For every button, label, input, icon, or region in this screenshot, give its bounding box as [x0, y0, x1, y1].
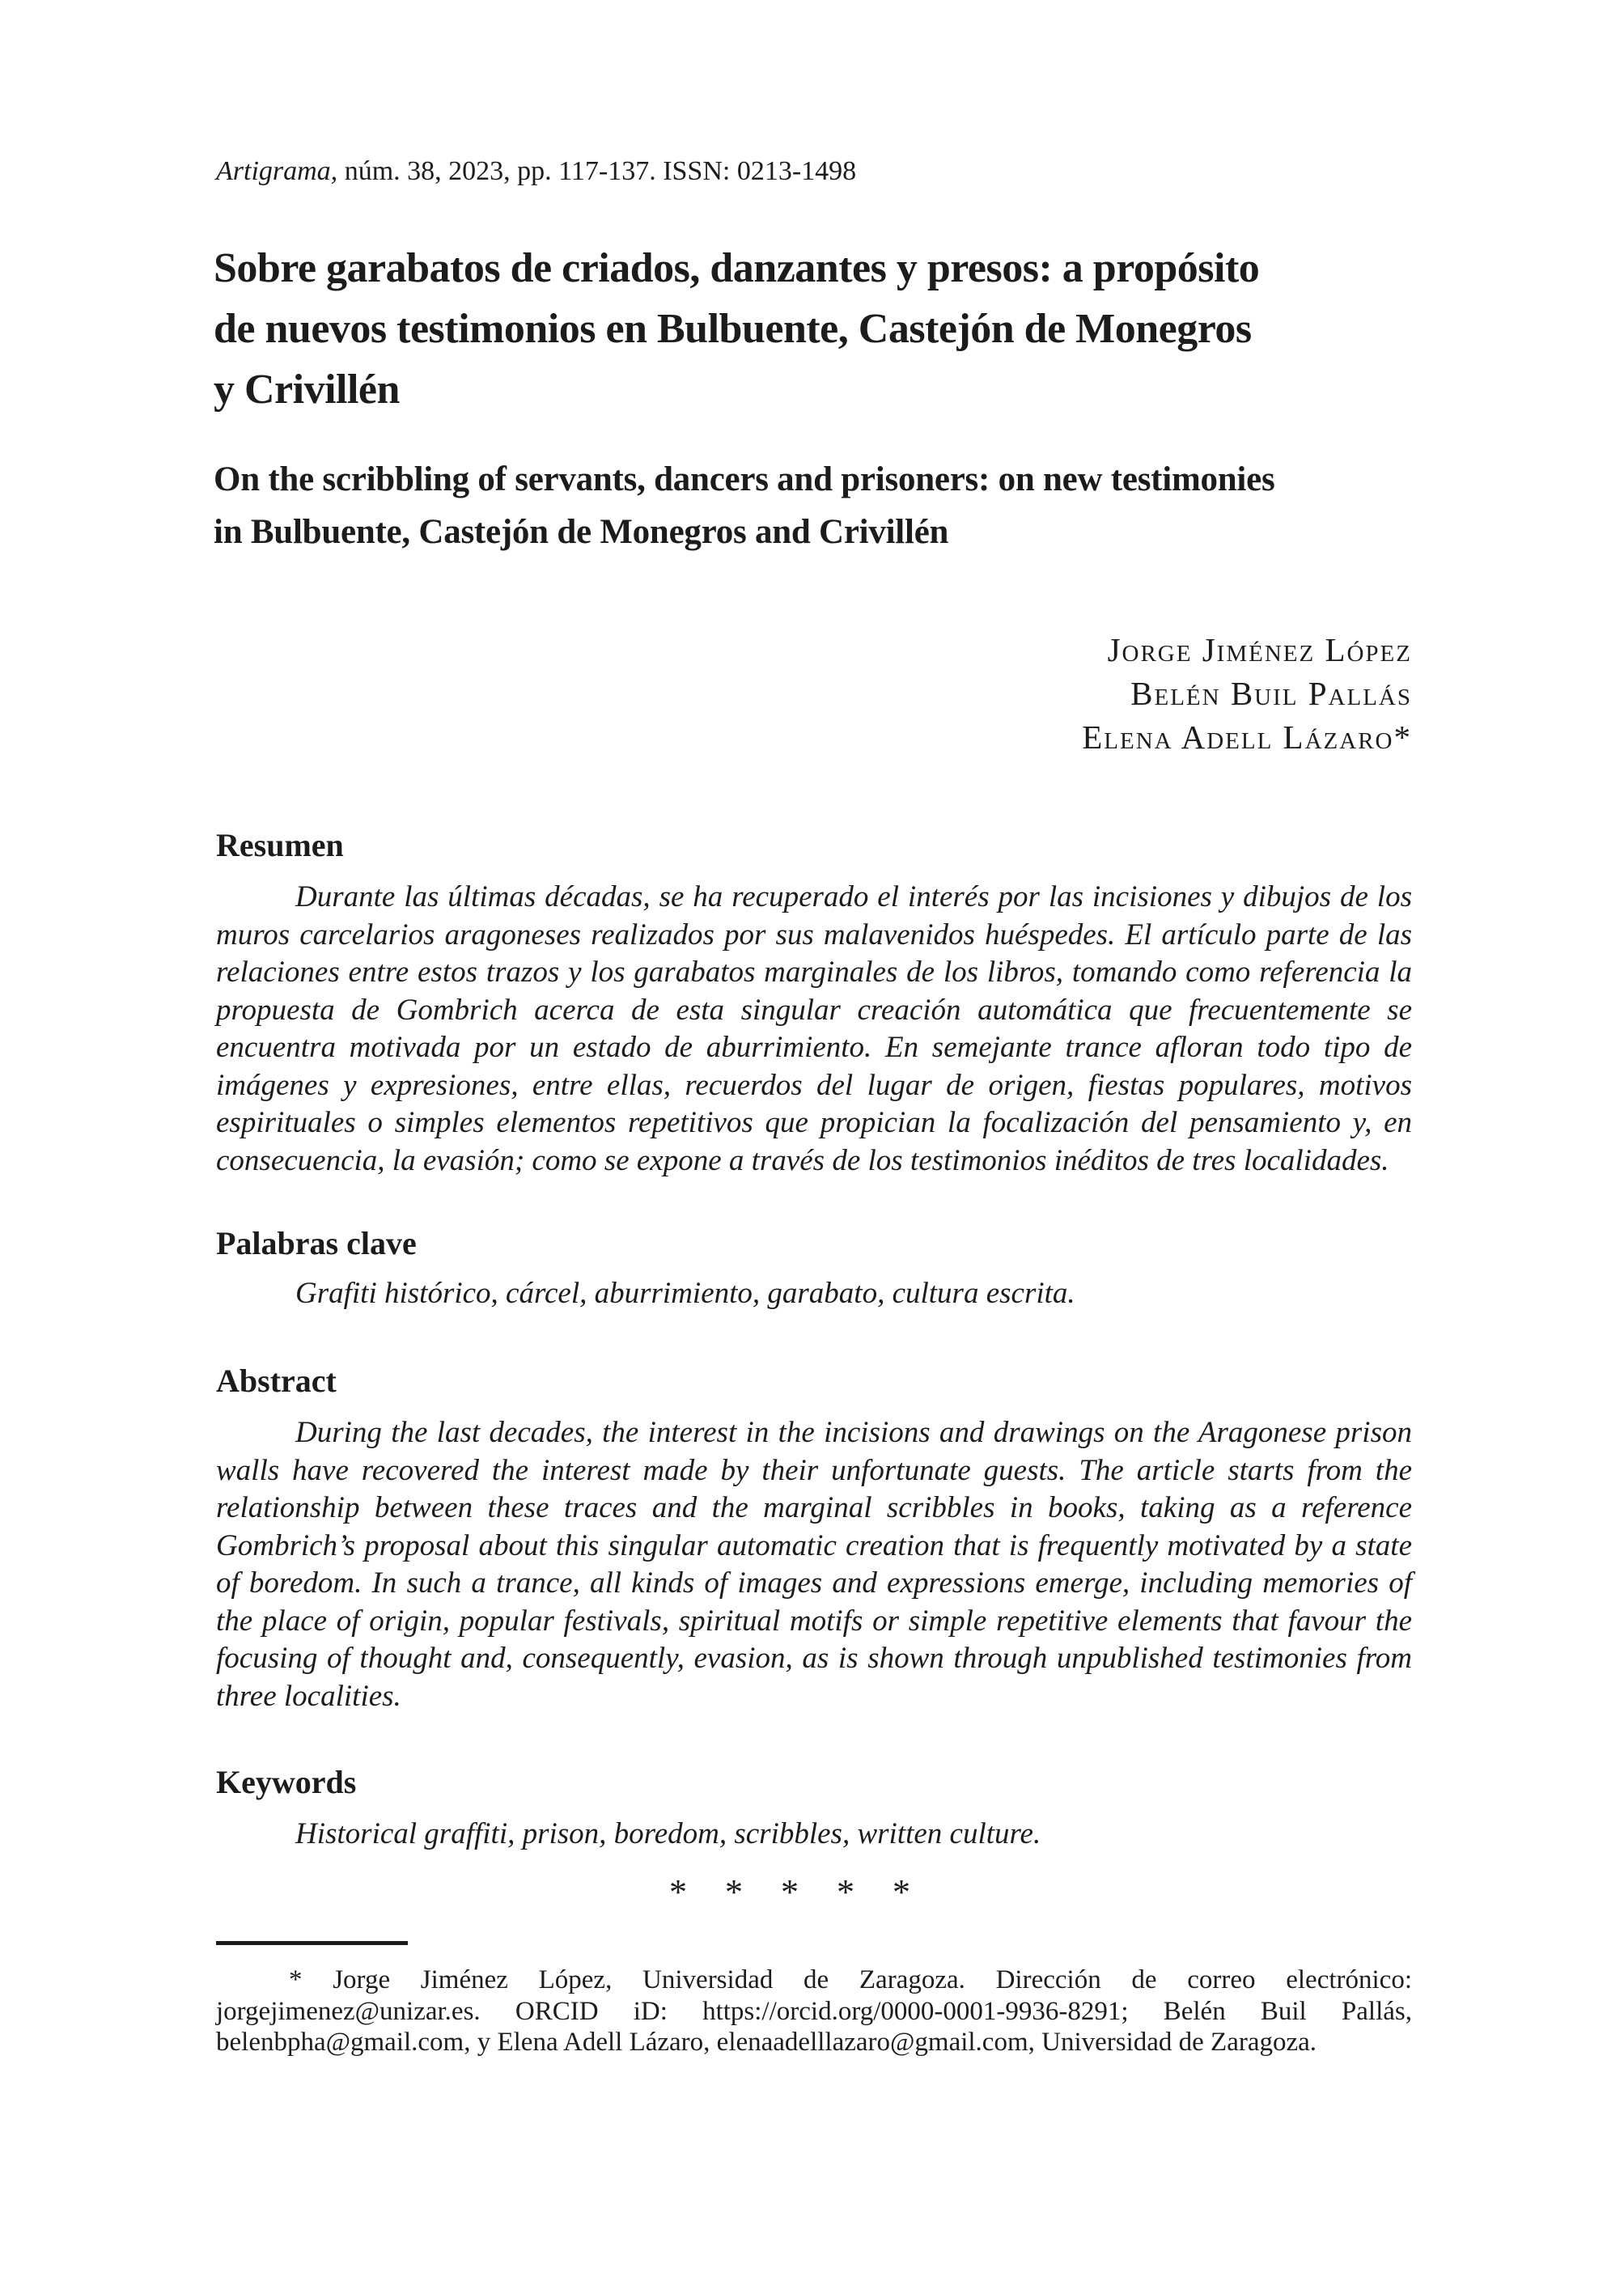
resumen-text: Durante las últimas décadas, se ha recuperado el interés por las incisiones y dibujos de los muros carcelarios aragoneses realizados por sus malavenidos huéspedes. El artículo parte de las relaciones entre estos trazos y los garabatos marginales de los libros, tomando como referencia la propuesta de Gombrich acerca de esta singular creación automática que frecuentemente se encuentra motivada por un estado de aburrimiento. En semejante trance afloran todo tipo de imágenes y expresiones, entre ellas, recuerdos del lugar de origen, fiestas populares, motivos espirituales o simples elementos repetitivos que propician la focalización del pensamiento y, en consecuencia, la evasión; como se expone a través de los testimonios inéditos de tres localidades.	[216, 880, 1412, 1177]
article-title-en-line: in Bulbuente, Castejón de Monegros and Crivillén	[214, 513, 949, 551]
footnote-text: * Jorge Jiménez López, Universidad de Zaragoza. Dirección de correo electrónico: jorgejimenez@unizar.es. ORCID iD: https://orcid.org/0000-0001-9936-8291; Belén Buil Pallás, belenbpha@gmail.com, y Elena Adell Lázaro, elenaadelllazaro@gmail.com, Universidad de Zaragoza.	[216, 1965, 1412, 2057]
abstract-text: During the last decades, the interest in the incisions and drawings on the Aragonese prison walls have recovered the interest made by their unfortunate guests. The article starts from the relationship between these traces and the marginal scribbles in books, taking as a reference Gombrich’s proposal about this singular automatic creation that is frequently motivated by a state of boredom. In such a trance, all kinds of images and expressions emerge, including memories of the place of origin, popular festivals, spiritual motifs or simple repetitive elements that favour the focusing of thought and, consequently, evasion, as is shown through unpublished testimonies from three localities.	[216, 1416, 1412, 1713]
journal-header	[216, 155, 856, 188]
article-title-en-line: On the scribbling of servants, dancers and prisoners: on new testimonies	[214, 460, 1275, 498]
article-title-es-line: de nuevos testimonios en Bulbuente, Castejón de Monegros	[214, 306, 1252, 352]
section-separator-asterisks: * * * * *	[669, 1872, 912, 1912]
article-title-es-line: y Crivillén	[214, 367, 400, 413]
article-title-en	[214, 453, 1274, 558]
palabras-clave-heading: Palabras clave	[216, 1225, 417, 1261]
author-name: Jorge Jiménez López	[1107, 631, 1412, 668]
keywords-text: Historical graffiti, prison, boredom, scribbles, written culture.	[295, 1817, 1041, 1850]
abstract-heading: Abstract	[216, 1363, 337, 1399]
journal-name: Artigrama,	[216, 156, 338, 186]
footnote-rule	[216, 1941, 408, 1945]
author-name: Elena Adell Lázaro*	[1082, 718, 1412, 756]
article-title-es-line: Sobre garabatos de criados, danzantes y presos: a propósito	[214, 245, 1260, 291]
resumen-heading: Resumen	[216, 827, 344, 863]
author-name: Belén Buil Pallás	[1130, 675, 1412, 712]
palabras-clave-text: Grafiti histórico, cárcel, aburrimiento, garabato, cultura escrita.	[295, 1277, 1075, 1310]
journal-issue-info: núm. 38, 2023, pp. 117-137. ISSN: 0213-1498	[337, 156, 857, 186]
article-title-es	[214, 238, 1259, 420]
keywords-heading: Keywords	[216, 1764, 357, 1800]
author-list	[216, 628, 1412, 759]
